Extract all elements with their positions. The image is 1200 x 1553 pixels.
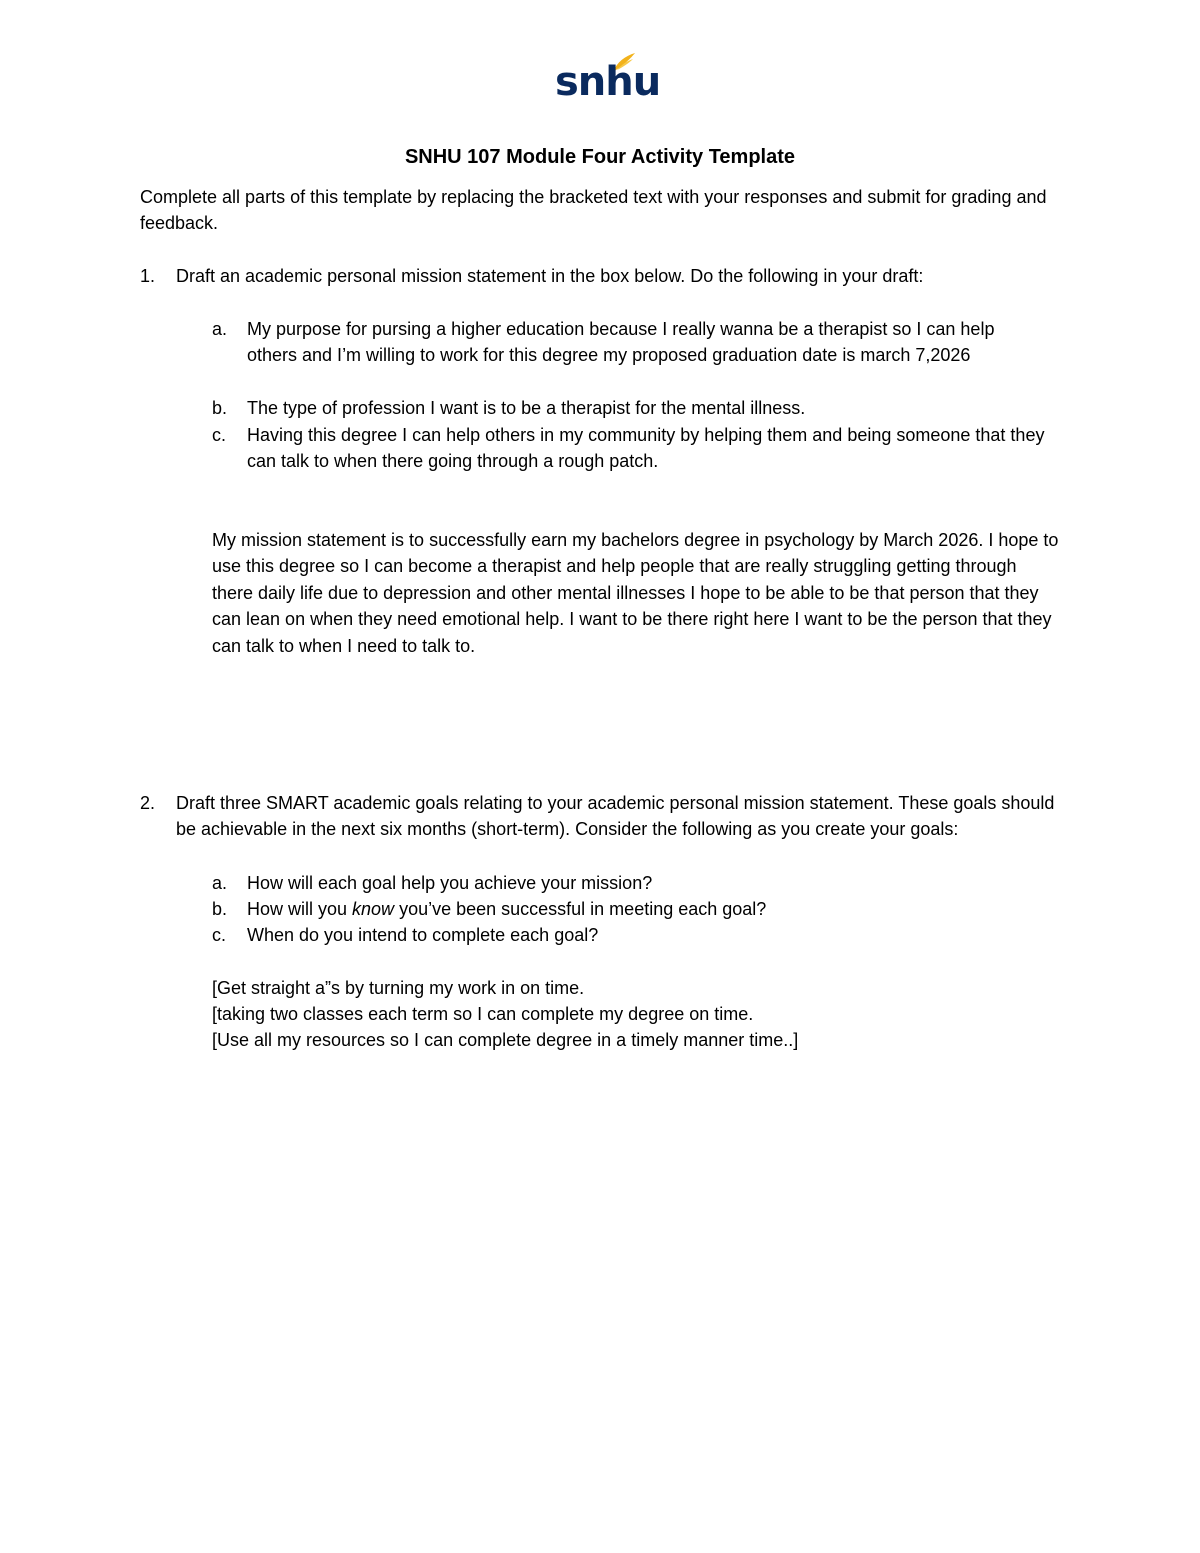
goal-line: [Use all my resources so I can complete degree in a timely manner time..] [212, 1030, 799, 1050]
goal-line: [Get straight a”s by turning my work in on time. [212, 978, 585, 998]
list-item-text: My purpose for pursing a higher education because I really wanna be a therapist so I can help others and I’m willing to work for this degree my proposed graduation date is march 7,2026 [247, 319, 995, 366]
question-text: Draft an academic personal mission statement in the box below. Do the following in your draft: [176, 266, 924, 286]
list-item-text-start: How will you [247, 899, 353, 919]
document-title: SNHU 107 Module Four Activity Template [404, 146, 796, 168]
intro-paragraph: Complete all parts of this template by replacing the bracketed text with your responses and submit for grading and feedback. [140, 187, 1047, 234]
list-item-letter: c. [212, 425, 227, 445]
goal-line: [taking two classes each term so I can complete my degree on time. [212, 1004, 754, 1024]
list-item-text: How will each goal help you achieve your mission? [247, 873, 653, 893]
question-number: 2. [140, 793, 156, 813]
list-item-text-end: you’ve been successful in meeting each goal? [394, 899, 767, 919]
snhu-logo [555, 52, 661, 108]
mission-statement: My mission statement is to successfully earn my bachelors degree in psychology by March 2026. I hope to use this degree so I can become a therapist and help people that are really struggling getting through there daily life due to depression and other mental illnesses I hope to be able to be that person that they can lean on when they need emotional help. I want to be there right here I want to be the person that they can talk to when I need to talk to. [212, 530, 1059, 656]
question-text: Draft three SMART academic goals relating to your academic personal mission statement. These goals should be achievable in the next six months (short-term). Consider the following as you create your goals: [176, 793, 1055, 840]
list-item-letter: b. [212, 899, 228, 919]
list-item-text: When do you intend to complete each goal? [247, 925, 599, 945]
logo-wordmark: snhu [555, 59, 661, 105]
list-item-letter: a. [212, 319, 228, 339]
list-item-letter: b. [212, 398, 228, 418]
list-item-text [247, 896, 1047, 922]
emphasis-text: know [352, 899, 395, 919]
list-item-text: Having this degree I can help others in my community by helping them and being someone that they can talk to when there going through a rough patch. [247, 425, 1045, 472]
list-item-letter: a. [212, 873, 228, 893]
question-number: 1. [140, 266, 156, 286]
list-item-letter: c. [212, 925, 227, 945]
list-item-text: The type of profession I want is to be a therapist for the mental illness. [247, 398, 806, 418]
